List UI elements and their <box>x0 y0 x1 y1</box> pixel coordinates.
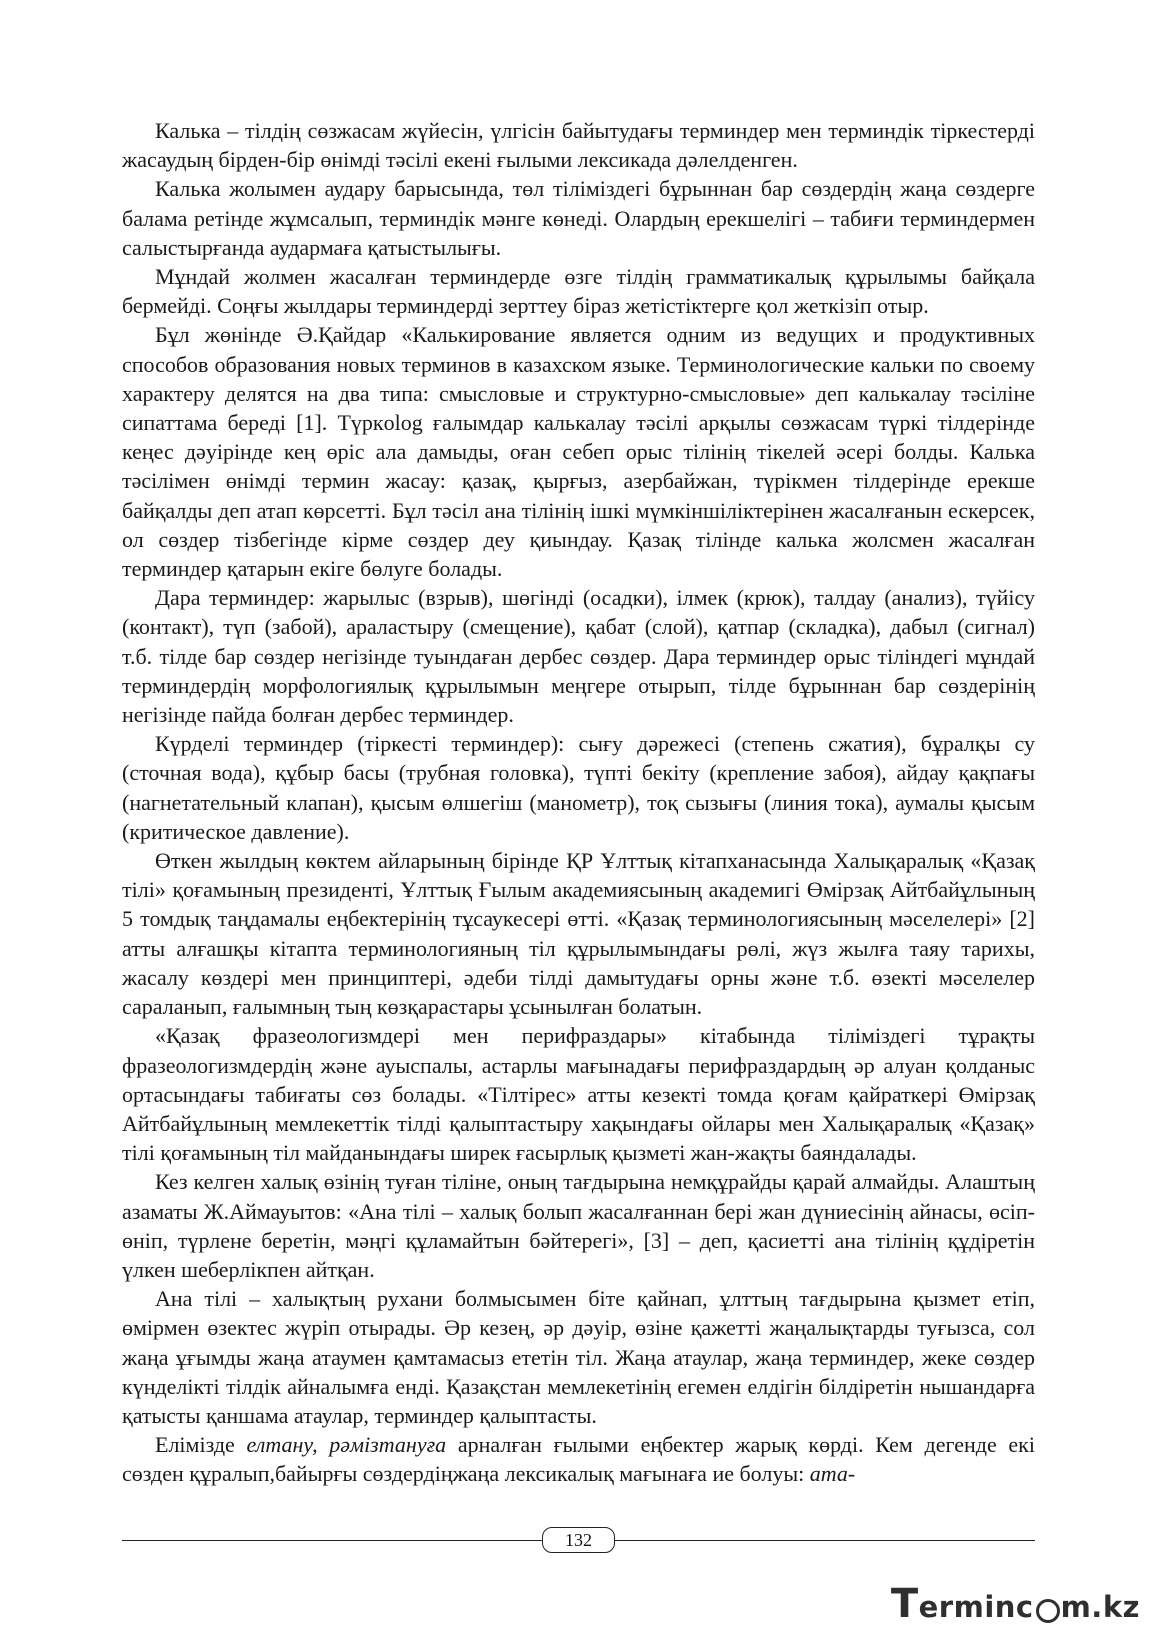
paragraph-text: Калька – тілдің сөзжасам жүйесін, үлгісін байытудағы терминдер мен терминдік тіркестерді жасаудың бірден-бір өнімді тәсілі екені ғылыми лексикада дәлелденген. <box>122 118 1035 173</box>
paragraph <box>122 262 1035 320</box>
paragraph-text: Ана тілі – халықтың рухани болмысымен біте қайнап, ұлттың тағдырына қызмет етіп, өмірмен өзектес жүріп отырады. Әр кезең, әр дәуір, өзіне қажетті жаңалықтарды туғызса, сол жаңа ұғымды жаңа атаумен қамтамасыз ететін тіл. Жаңа атаулар, жаңа терминдер, жеке сөздер күнделікті тілдік айналымға енді. Қазақстан мемлекетінің егемен елдігін білдіретін нышандарға қатысты қаншама атаулар, терминдер қалыптасты. <box>122 1286 1035 1428</box>
paragraph <box>122 1021 1035 1167</box>
paragraph-text: Күрделі терминдер (тіркесті терминдер): сығу дәрежесі (степень сжатия), бұралқы су (сточная вода), құбыр басы (трубная головка), түпті бекіту (крепление забоя), айдау қақпағы (нагнетательный клапан), қысым өлшегіш (манометр), тоқ сызығы (линия тока), аумалы қысым (критическое давление). <box>122 731 1035 844</box>
page-footer <box>122 1527 1035 1553</box>
paragraph-text: Мұндай жолмен жасалған терминдерде өзге тілдің грамматикалық құрылымы байқала бермейді. Соңғы жылдары терминдерді зерттеу біраз жетістіктерге қол жеткізіп отыр. <box>122 264 1035 319</box>
watermark-initial: T <box>890 1581 919 1627</box>
paragraph <box>122 320 1035 583</box>
paragraph <box>122 729 1035 846</box>
italic-term: елтану, рәмізтануға <box>246 1432 447 1458</box>
document-body <box>122 116 1035 1489</box>
paragraph-text: арналған ғылыми еңбектер жарық көрді. Кем дегенде екі сөзден құралып,байырғы сөздердіңжаңа лексикалық мағынаға ие болуы: <box>122 1432 1035 1487</box>
paragraph <box>122 174 1035 262</box>
paragraph-text: «Қазақ фразеологизмдері мен перифраздары» кітабында тіліміздегі тұрақты фразеологизмдердің және ауыспалы, астарлы мағынадағы перифраздардың әр алуан қолданыс ортасындағы табиғаты сөз болады. «Тілтірес» атты кезекті томда қоғам қайраткері Өмірзақ Айтбайұлының мемлекеттік тілді қалыптастыру хақындағы ойлары мен Халықаралық «Қазақ» тілі қоғамының тіл майданындағы ширек ғасырлық қызметі жан-жақты баяндалады. <box>122 1023 1035 1166</box>
paragraph-text: Калька жолымен аудару барысында, төл тіліміздегі бұрыннан бар сөздердің жаңа сөздерге балама ретінде жұмсалып, терминдік мәнге көнеді. Олардың ерекшелігі – табиғи терминдермен салыстырғанда аудармаға қатыстылығы. <box>122 176 1035 260</box>
paragraph <box>122 1284 1035 1430</box>
paragraph <box>122 1430 1035 1488</box>
paragraph-text: Кез келген халық өзінің туған тіліне, оның тағдырына немқұрайды қарай алмайды. Алаштың азаматы Ж.Аймауытов: «Ана тілі – халық болып жасалғаннан бері жан дүниесінің айнасы, өсіп-өніп, түрлене беретін, мәңгі құламайтын бәйтерегі», [3] – деп, қасиетті ана тілінің құдіретін үлкен шеберлікпен айтқан. <box>122 1169 1035 1282</box>
terminkom-watermark-logo <box>890 1581 1140 1627</box>
watermark-o-circle-icon <box>1036 1599 1060 1623</box>
page-number: 132 <box>542 1527 615 1553</box>
paragraph <box>122 846 1035 1021</box>
watermark-middle: erminc <box>918 1590 1034 1624</box>
paragraph-text: Өткен жылдың көктем айларының бірінде ҚР Ұлттық кітапханасында Халықаралық «Қазақ тілі» қоғамының президенті, Ұлттық Ғылым академиясының академигі Өмірзақ Айтбайұлының 5 томдық таңдамалы еңбектерінің тұсаукесері өтті. «Қазақ терминологиясының мәселелері» [2] атты алғашқы кітапта терминологияның тіл құрылымындағы рөлі, жүз жылға таяу тарихы, жасалу көздері мен принциптері, әдеби тілді дамытудағы орны және т.б. өзекті мәселелер сараланып, ғалымның тың көзқарастары ұсынылған болатын. <box>122 848 1035 1020</box>
paragraph-text: Дара терминдер: жарылыс (взрыв), шөгінді (осадки), ілмек (крюк), талдау (анализ), түйісу (контакт), түп (забой), араластыру (смещение), қабат (слой), қатпар (складка), дабыл (сигнал) т.б. тілде бар сөздер негізінде туындаған дербес сөздер. Дара терминдер орыс тіліндегі мұндай терминдердің морфологиялық құрылымын меңгере отырып, тілде бұрыннан бар сөздерінің негізінде пайда болған дербес терминдер. <box>122 585 1035 728</box>
paragraph <box>122 116 1035 174</box>
paragraph <box>122 1167 1035 1284</box>
paragraph-text: Елімізде <box>155 1432 247 1458</box>
paragraph <box>122 583 1035 729</box>
italic-term: ата- <box>809 1461 856 1487</box>
watermark-end: m.kz <box>1060 1590 1140 1624</box>
paragraph-text: Бұл жөнінде Ә.Қайдар «Калькирование является одним из ведущих и продуктивных способов образования новых терминов в казахском языке. Терминологические кальки по своему характеру делятся на два типа: смысловые и структурно-смысловые» деп калькалау тәсіліне сипаттама береді [1]. Түркolog ғалымдар калькалау тәсілі арқылы сөзжасам түркі тілдерінде кеңес дәуірінде кең өріс ала дамыды, оған себеп орыс тілінің тікелей әсері болды. Калька тәсілімен өнімді термин жасау: қазақ, қырғыз, азербайжан, түрікмен тілдерінде ерекше байқалды деп атап көрсетті. Бұл тәсіл ана тілінің ішкі мүмкіншіліктерінен жасалғанын ескерсек, ол сөздер тізбегінде кірме сөздер деу қиындау. Қазақ тілінде калька жолсмен жасалған терминдер қатарын екіге бөлуге болады. <box>122 322 1035 582</box>
